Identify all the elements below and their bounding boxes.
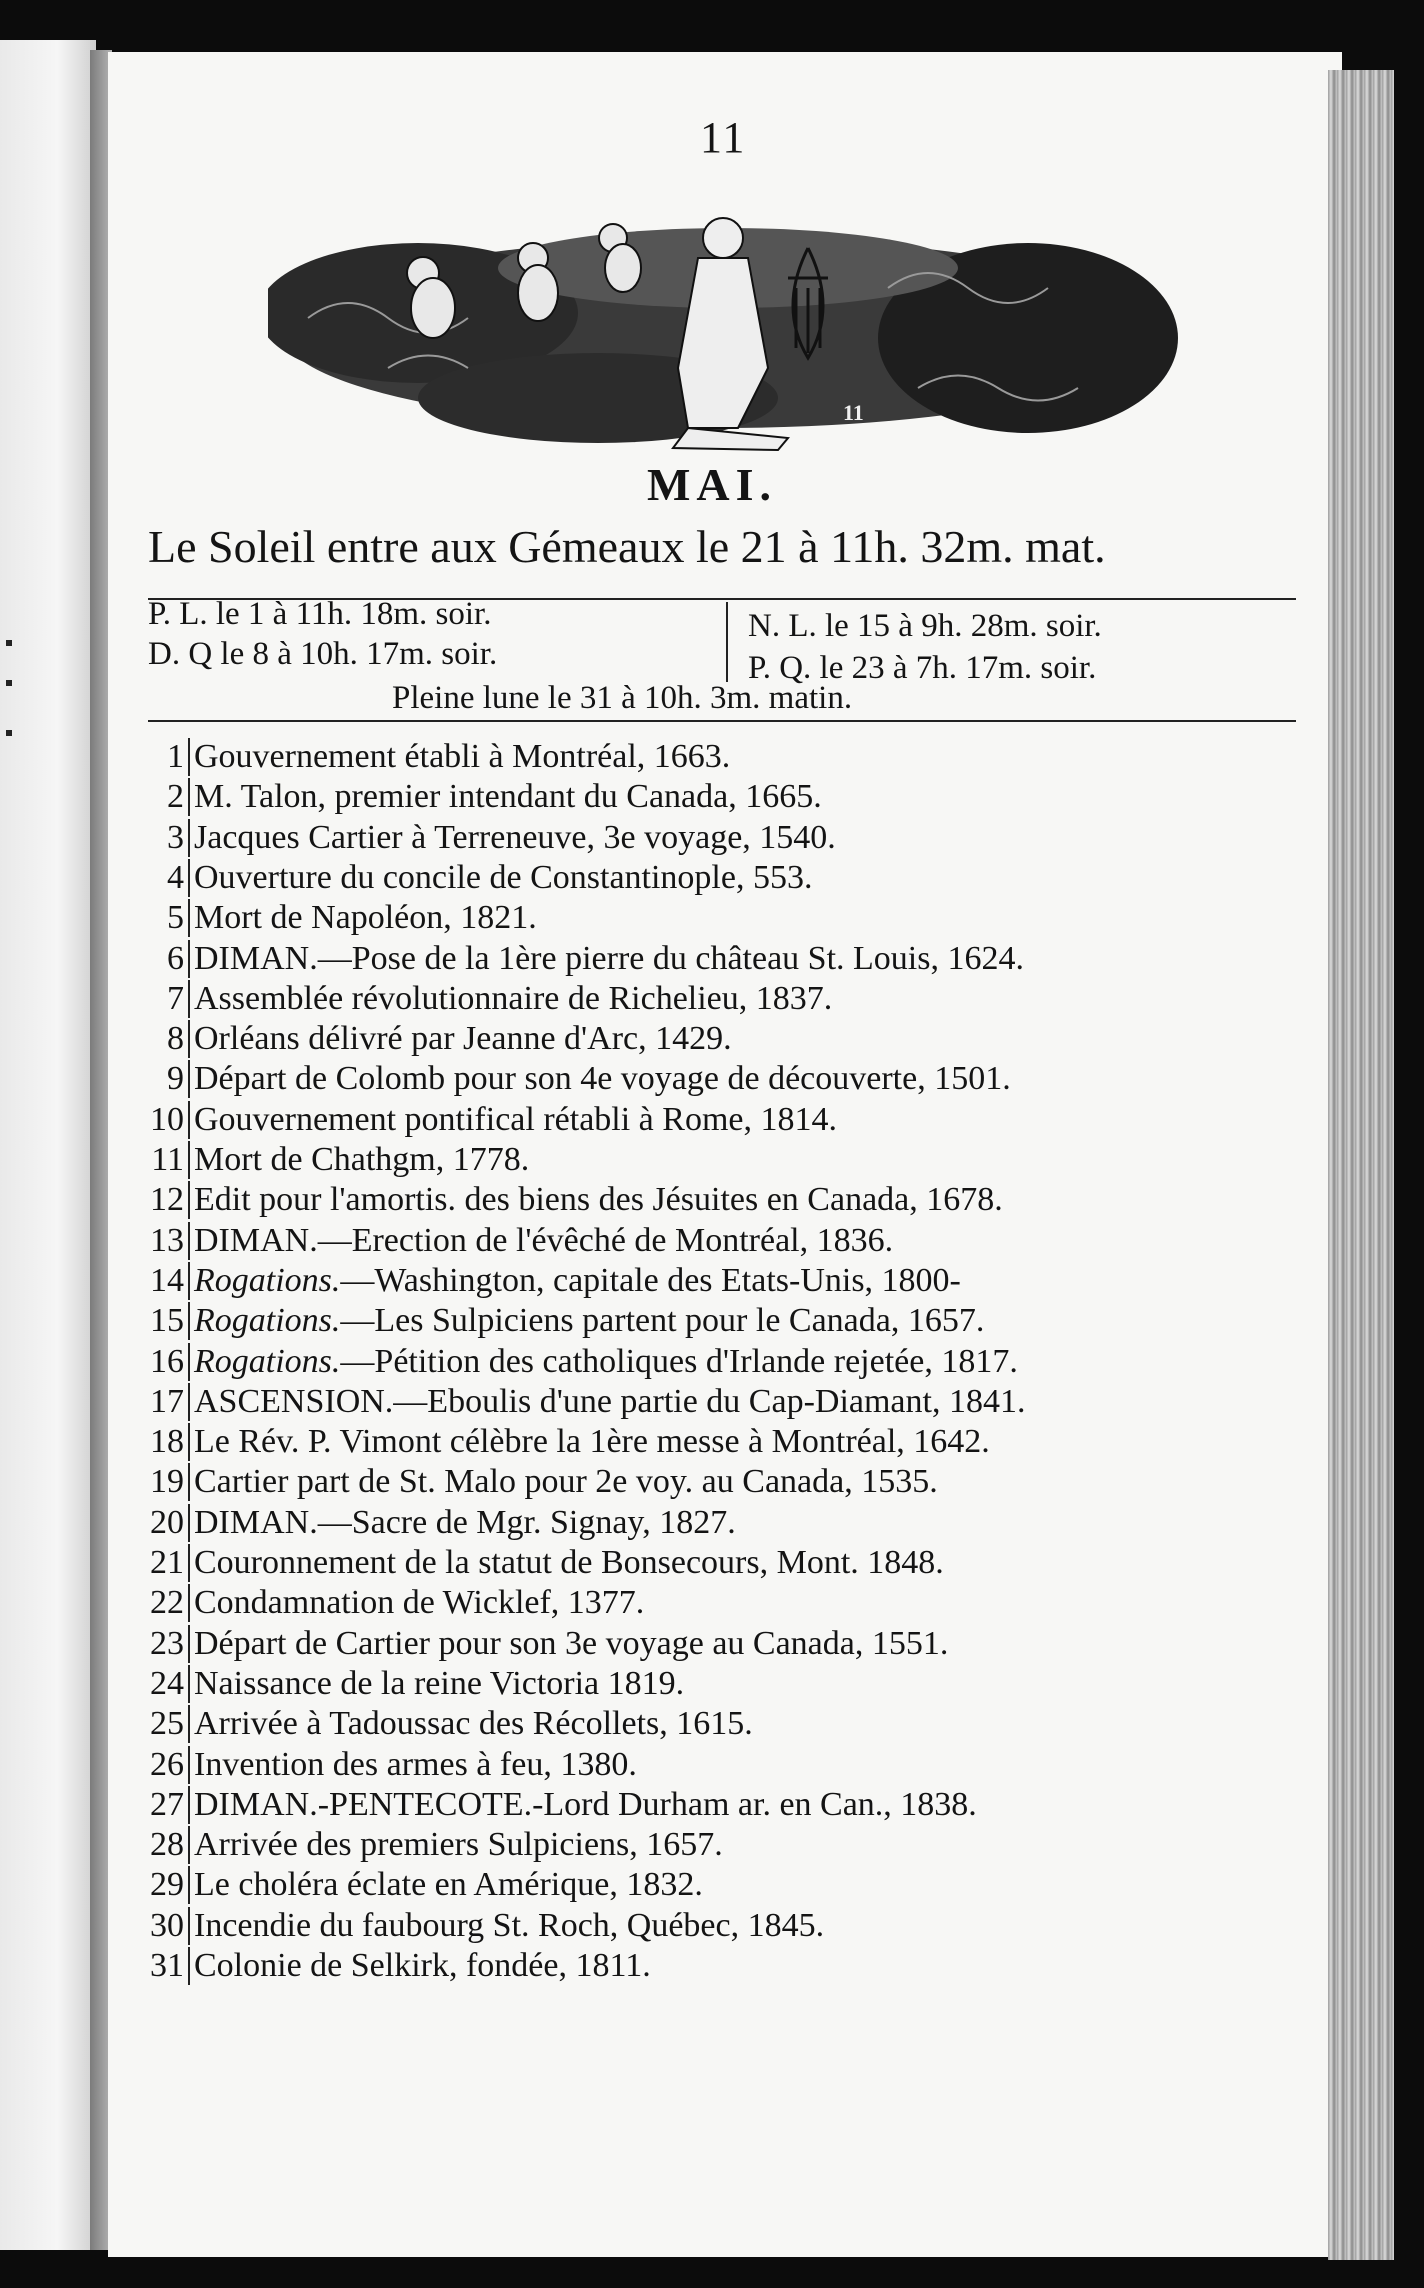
event-text [190,1665,684,1703]
event-day: 14 [140,1262,190,1300]
event-row [140,738,730,778]
margin-mark [6,640,12,646]
event-day: 19 [140,1463,190,1501]
event-description: DIMAN.—Sacre de Mgr. Signay, 1827. [194,1503,736,1541]
event-text [190,1141,529,1179]
event-text [190,1222,893,1260]
event-row [140,1302,984,1342]
event-row [140,1705,753,1745]
event-description: Jacques Cartier à Terreneuve, 3e voyage, 1540. [194,818,836,856]
event-text [190,1544,944,1582]
event-row [140,1383,1025,1423]
event-text [190,859,812,897]
event-description: Gouvernement pontifical rétabli à Rome, 1814. [194,1100,837,1138]
event-row [140,1947,651,1987]
event-day: 27 [140,1786,190,1824]
event-day: 16 [140,1343,190,1381]
event-description: Couronnement de la statut de Bonsecours, Mont. 1848. [194,1544,944,1581]
event-row [140,1141,529,1181]
event-row [140,1584,644,1624]
event-day: 18 [140,1423,190,1461]
event-day: 25 [140,1705,190,1743]
event-description: Edit pour l'amortis. des biens des Jésuites en Canada, 1678. [194,1181,1003,1219]
event-text [190,980,832,1018]
event-description: DIMAN.-PENTECOTE.-Lord Durham ar. en Can., 1838. [194,1785,977,1823]
event-day: 29 [140,1866,190,1904]
event-text [190,1463,938,1501]
event-description: Naissance de la reine Victoria 1819. [194,1664,685,1702]
event-row [140,1222,893,1262]
event-day: 11 [140,1141,190,1179]
event-row [140,899,537,939]
event-day: 12 [140,1181,190,1219]
event-text [190,1060,1011,1098]
event-day: 17 [140,1383,190,1421]
event-row [140,1746,637,1786]
event-description: Orléans délivré par Jeanne d'Arc, 1429. [194,1020,732,1058]
event-prefix: Rogations. [194,1342,341,1380]
event-day: 20 [140,1504,190,1542]
event-day: 3 [140,819,190,857]
event-day: 2 [140,778,190,816]
event-text [190,1383,1025,1421]
event-text [190,819,836,857]
event-text [190,1584,644,1622]
event-text [190,1625,948,1663]
event-day: 31 [140,1947,190,1985]
event-row [140,1343,1018,1383]
event-description: M. Talon, premier intendant du Canada, 1665. [194,778,822,816]
event-day: 6 [140,940,190,978]
event-text [190,940,1024,978]
event-description: Départ de Colomb pour son 4e voyage de découverte, 1501. [194,1060,1011,1098]
event-text [190,1302,984,1340]
event-day: 1 [140,738,190,776]
event-day: 30 [140,1907,190,1945]
event-day: 13 [140,1222,190,1260]
event-day: 5 [140,899,190,937]
event-day: 23 [140,1625,190,1663]
sun-entry-line: Le Soleil entre aux Gémeaux le 21 à 11h. 32m. mat. [148,521,1106,572]
event-text [190,1101,837,1139]
event-text [190,1866,703,1904]
event-day: 15 [140,1302,190,1340]
margin-mark [6,730,12,736]
event-description: Colonie de Selkirk, fondée, 1811. [194,1947,651,1984]
previous-page-edge [0,40,96,2250]
event-description: DIMAN.—Pose de la 1ère pierre du château St. Louis, 1624. [194,939,1024,977]
event-row [140,980,832,1020]
event-row [140,1101,837,1141]
event-day: 10 [140,1101,190,1139]
event-row [140,778,822,818]
event-description: Condamnation de Wicklef, 1377. [194,1584,645,1622]
event-text [190,1705,753,1743]
moon-phase-left-1: P. L. le 1 à 11h. 18m. soir. [148,596,492,632]
event-description: Assemblée révolutionnaire de Richelieu, 1837. [194,979,833,1017]
event-text [190,738,730,776]
event-description: —Les Sulpiciens partent pour le Canada, 1657. [340,1302,985,1340]
event-row [140,859,812,899]
event-row [140,1544,944,1584]
event-text [190,1786,977,1824]
event-row [140,1907,824,1947]
event-text [190,1826,723,1864]
full-moon-line: Pleine lune le 31 à 10h. 3m. matin. [392,680,853,716]
event-row [140,1665,684,1705]
event-text [190,1947,651,1985]
event-description: Invention des armes à feu, 1380. [194,1745,637,1783]
page-number: 11 [700,113,747,162]
event-description: —Pétition des catholiques d'Irlande rejetée, 1817. [340,1342,1018,1380]
event-row [140,1786,977,1826]
event-text [190,899,537,937]
margin-mark [6,680,12,686]
event-description: Arrivée à Tadoussac des Récollets, 1615. [194,1705,753,1743]
event-day: 4 [140,859,190,897]
event-row [140,940,1024,980]
event-day: 7 [140,980,190,1018]
event-day: 26 [140,1746,190,1784]
event-day: 8 [140,1020,190,1058]
event-row [140,1463,938,1503]
event-prefix: Rogations. [194,1261,341,1299]
moon-phase-right-1: N. L. le 15 à 9h. 28m. soir. [748,608,1102,644]
vignette-number: 11 [843,400,864,425]
event-text [190,1504,736,1542]
event-description: Mort de Napoléon, 1821. [194,899,537,937]
event-text [190,1907,824,1945]
event-description: Mort de Chathgm, 1778. [194,1141,530,1178]
event-row [140,1866,703,1906]
event-prefix: Rogations. [194,1302,341,1340]
moon-phase-right-2: P. Q. le 23 à 7h. 17m. soir. [748,650,1097,686]
event-description: Le Rév. P. Vimont célèbre la 1ère messe à Montréal, 1642. [194,1423,990,1461]
event-description: Le choléra éclate en Amérique, 1832. [194,1866,703,1904]
moon-divider [726,602,728,682]
moon-phase-left-2: D. Q le 8 à 10h. 17m. soir. [148,636,498,672]
event-description: Incendie du faubourg St. Roch, Québec, 1845. [194,1906,825,1944]
event-row [140,1262,961,1302]
event-row [140,1504,736,1544]
event-row [140,819,836,859]
event-row [140,1181,1003,1221]
event-text [190,778,822,816]
event-day: 22 [140,1584,190,1622]
event-description: DIMAN.—Erection de l'évêché de Montréal, 1836. [194,1221,894,1259]
event-day: 9 [140,1060,190,1098]
event-description: Gouvernement établi à Montréal, 1663. [194,738,731,775]
event-row [140,1423,990,1463]
event-row [140,1625,948,1665]
event-description: Cartier part de St. Malo pour 2e voy. au Canada, 1535. [194,1463,938,1501]
event-row [140,1020,732,1060]
event-day: 24 [140,1665,190,1703]
event-description: Ouverture du concile de Constantinople, 553. [194,858,813,896]
event-text [190,1423,990,1461]
event-row [140,1060,1011,1100]
event-description: ASCENSION.—Eboulis d'une partie du Cap-Diamant, 1841. [194,1382,1026,1420]
event-description: —Washington, capitale des Etats-Unis, 1800- [340,1261,961,1299]
event-text [190,1262,961,1300]
event-day: 21 [140,1544,190,1582]
event-text [190,1746,637,1784]
event-text [190,1181,1003,1219]
page-stack-edge [1328,70,1394,2260]
event-text [190,1343,1018,1381]
event-text [190,1020,732,1058]
event-day: 28 [140,1826,190,1864]
month-title: MAI. [646,459,778,510]
engraved-vignette [268,198,1178,460]
event-description: Départ de Cartier pour son 3e voyage au Canada, 1551. [194,1624,949,1662]
rule-bottom [148,720,1296,722]
event-row [140,1826,723,1866]
event-description: Arrivée des premiers Sulpiciens, 1657. [194,1826,723,1864]
